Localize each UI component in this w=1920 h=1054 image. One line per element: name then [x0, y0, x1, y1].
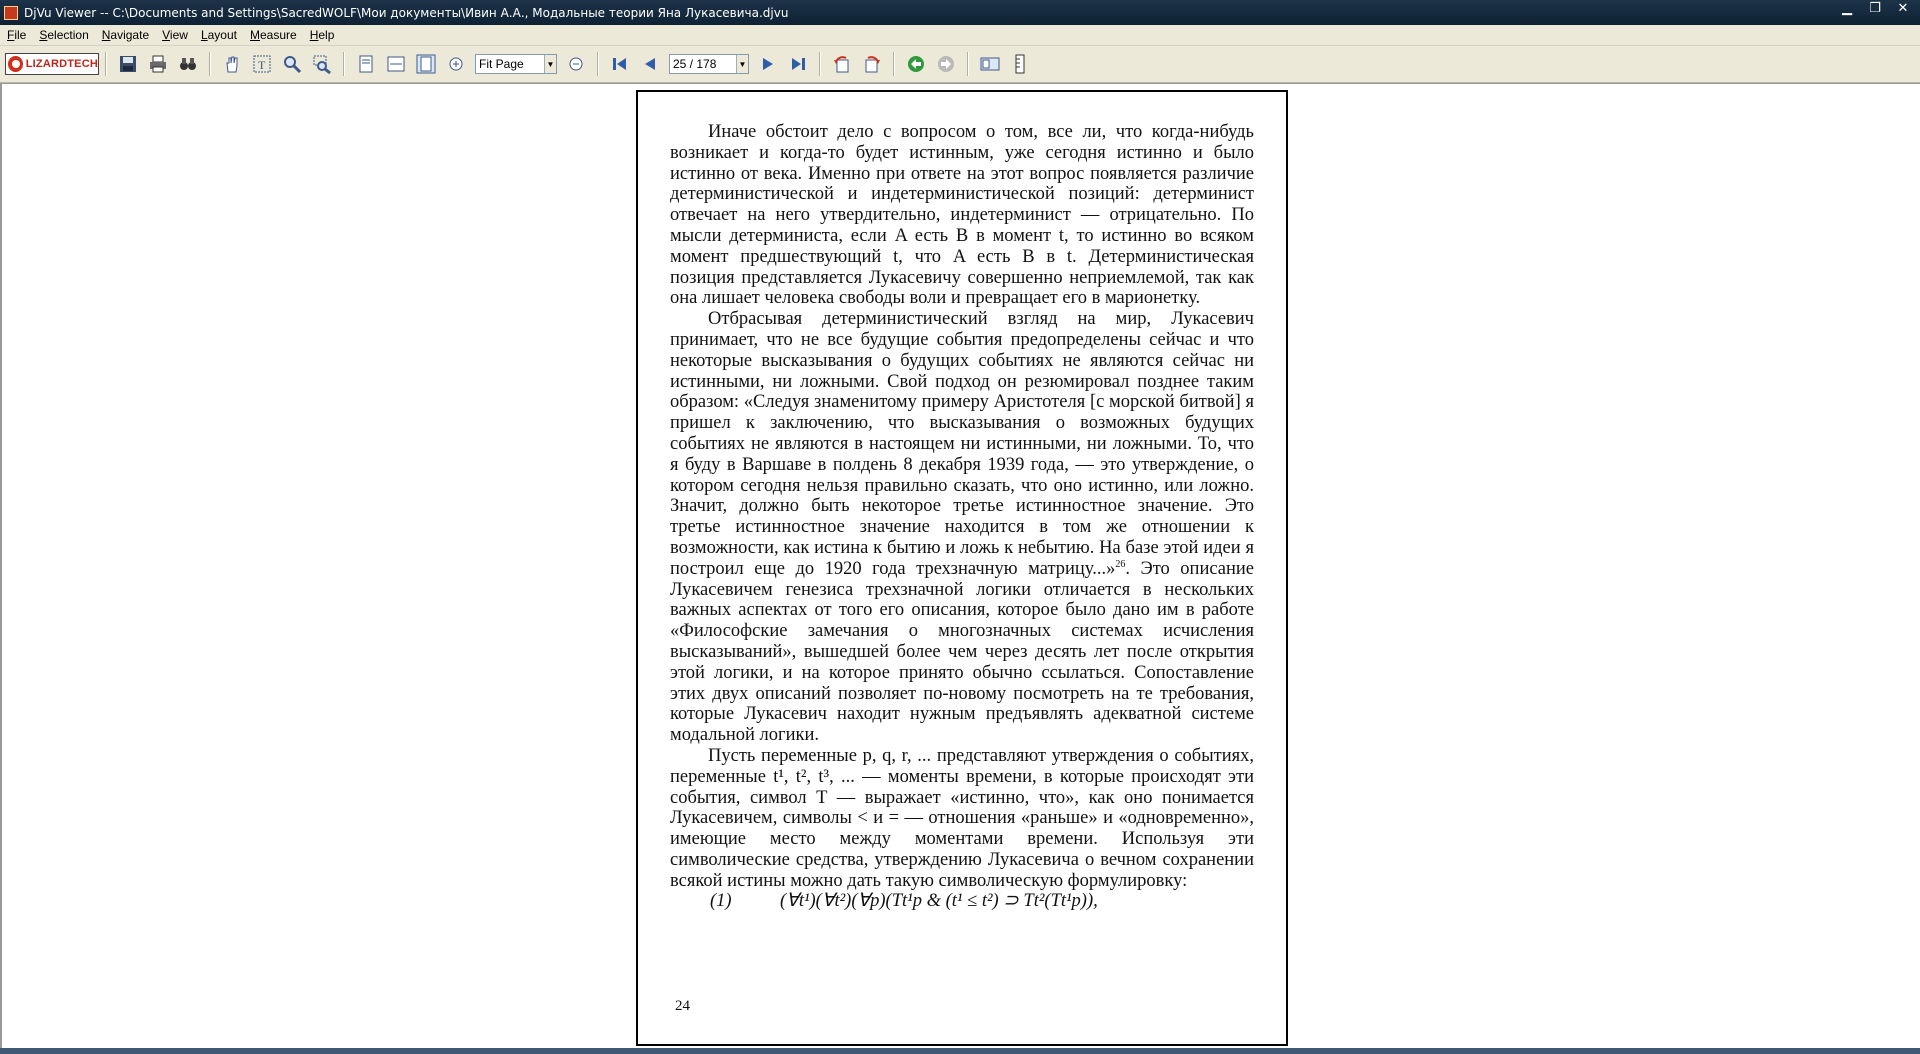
title-bar	[0, 0, 1920, 25]
save-button[interactable]	[116, 52, 140, 76]
binoculars-icon	[178, 54, 198, 74]
single-page-button[interactable]	[354, 52, 378, 76]
toolbar-separator	[597, 52, 599, 76]
hand-tool-button[interactable]	[220, 52, 244, 76]
text-select-icon	[252, 54, 272, 74]
toolbar-separator	[209, 52, 211, 76]
window-title: DjVu Viewer -- C:\Documents and Settings\SacredWOLF\Мои документы\Ивин А.А., Модальные теории Яна Лукасевича.djvu	[24, 5, 789, 20]
zoom-out-icon	[566, 54, 586, 74]
page-text	[670, 122, 1254, 912]
taskbar-strip	[0, 1048, 1920, 1054]
toolbar-separator	[967, 52, 969, 76]
text-select-button[interactable]	[250, 52, 274, 76]
chevron-down-icon[interactable]: ▼	[736, 55, 748, 73]
close-button[interactable]: ✕	[1897, 1, 1909, 16]
fit-page-button[interactable]	[414, 52, 438, 76]
back-button[interactable]	[904, 52, 928, 76]
zoom-select[interactable]	[475, 54, 557, 74]
paragraph-3: Пусть переменные p, q, r, ... представляют утверждения о событиях, переменные t¹, t², t³, ... — моменты времени, в которые происходят эти события, символ T — выражает «истинно, что», как оно понимается Лукасевичем, символы < и = — отношения «раньше» и «одновременно», имеющие место между моментами времени. Используя эти символические средства, утверждению Лукасевича о вечном сохранении всякой истины можно дать такую символическую формулировку:	[670, 745, 1254, 891]
toolbar-separator	[819, 52, 821, 76]
zoom-out-button[interactable]	[564, 52, 588, 76]
maximize-button[interactable]: ❐	[1869, 1, 1881, 16]
toolbar-separator	[105, 52, 107, 76]
toolbar	[0, 46, 1920, 83]
document-viewer[interactable]	[0, 83, 1920, 1048]
print-button[interactable]	[146, 52, 170, 76]
hand-icon	[222, 54, 242, 74]
lizardtech-mark-icon	[8, 56, 23, 72]
previous-page-icon	[640, 54, 660, 74]
back-arrow-icon	[906, 54, 926, 74]
svg-text:T: T	[258, 58, 266, 72]
menu-bar	[0, 25, 1920, 46]
window-controls	[1838, 2, 1912, 18]
footnote-reference[interactable]: 26	[1115, 558, 1126, 570]
thumbnails-button[interactable]	[978, 52, 1002, 76]
fit-page-icon	[416, 54, 436, 74]
last-page-icon	[788, 54, 808, 74]
menu-navigate[interactable]: Navigate	[101, 28, 150, 42]
paragraph-2: Отбрасывая детерминистический взгляд на мир, Лукасевич принимает, что не все будущие события предопределены сейчас и что некоторые высказывания о будущих событиях не являются сейчас ни истинными, ни ложными. Свой подход он резюмировал позднее таким образом: «Следуя знаменитому примеру Аристотеля [с морской битвой] я пришел к заключению, что высказывания о возможных будущих событиях не являются в настоящем ни истинными, ни ложными. То, что я буду в Варшаве в полдень 8 декабря 1939 года, — это утверждение, о котором сегодня нельзя правильно сказать, что оно истинно, или ложно. Значит, должно быть некоторое третье истинностное значение. Это третье истинностное значение находится в том же отношении к возможности, как истина к бытию и ложь к небытию. На базе этой идеи я построил еще до 1920 года трехзначную матрицу...»$^{26}$. Это описание Лукасевичем генезиса трехзначной логики отличается в нескольких важных аспектах от того его описания, которое было дано им в работе «Философские замечания о многозначных системах исчисления высказываний», вышедшей более чем через десять лет после открытия этой логики, и на которое принято обычно ссылаться. Сопоставление этих двух описаний позволяет по-новому посмотреть на те требования, которые Лукасевич находит нужным предъявлять адекватной системе модальной логики.	[670, 309, 1255, 746]
minimize-button[interactable]: ▁	[1842, 1, 1852, 16]
region-zoom-button[interactable]	[310, 52, 334, 76]
rotate-left-button[interactable]	[830, 52, 854, 76]
rotate-right-button[interactable]	[860, 52, 884, 76]
toolbar-separator	[343, 52, 345, 76]
zoom-in-icon	[446, 54, 466, 74]
zoom-in-button[interactable]	[444, 52, 468, 76]
formula: (∀t¹)(∀t²)(∀p)(Tt¹p & (t¹ ≤ t²) ⊃ Tt²(Tt¹p)),	[780, 891, 1098, 912]
fit-width-icon	[386, 54, 406, 74]
paragraph-1: Иначе обстоит дело с вопросом о том, все ли, что когда-нибудь возникает и когда-то будет истинным, уже сегодня истинно и было истинно от века. Именно при ответе на этот вопрос появляется различие детерминистической и индетерминистической позиций: детерминист отвечает на него утвердительно, индетерминист — отрицательно. По мысли детерминиста, если A есть B в момент t, то истинно во всяком момент предшествующий t, что A есть B в t. Детерминистическая позиция представляется Лукасевичу совершенно неприемлемой, так как она лишает человека свободы воли и превращает его в марионетку.	[670, 122, 1254, 309]
thumbnails-icon	[980, 54, 1000, 74]
fit-width-button[interactable]	[384, 52, 408, 76]
forward-button[interactable]	[934, 52, 958, 76]
next-page-icon	[758, 54, 778, 74]
first-page-button[interactable]	[608, 52, 632, 76]
printer-icon	[148, 54, 168, 74]
region-zoom-icon	[312, 54, 332, 74]
forward-arrow-icon	[936, 54, 956, 74]
last-page-button[interactable]	[786, 52, 810, 76]
measure-button[interactable]	[1008, 52, 1032, 76]
previous-page-button[interactable]	[638, 52, 662, 76]
next-page-button[interactable]	[756, 52, 780, 76]
chevron-down-icon[interactable]: ▼	[544, 55, 556, 73]
page-number: 24	[675, 998, 690, 1014]
toolbar-separator	[893, 52, 895, 76]
menu-measure[interactable]: Measure	[249, 28, 297, 42]
find-button[interactable]	[176, 52, 200, 76]
page-select[interactable]	[669, 54, 749, 74]
formula-number: (1)	[710, 891, 732, 912]
zoom-tool-button[interactable]	[280, 52, 304, 76]
menu-file[interactable]: File	[7, 28, 27, 42]
magnifier-icon	[282, 54, 302, 74]
first-page-icon	[610, 54, 630, 74]
menu-layout[interactable]: Layout	[200, 28, 237, 42]
document-page	[636, 90, 1288, 1046]
djvu-app-icon[interactable]	[4, 6, 18, 20]
floppy-disk-icon	[118, 54, 138, 74]
lizardtech-logo[interactable]: LIZARDTECH	[5, 53, 99, 75]
formula-line	[710, 891, 1254, 912]
zoom-input[interactable]	[476, 56, 544, 72]
ruler-icon	[1010, 54, 1030, 74]
menu-view[interactable]: View	[162, 28, 188, 42]
menu-selection[interactable]: Selection	[39, 28, 89, 42]
single-page-icon	[356, 54, 376, 74]
rotate-left-icon	[832, 54, 852, 74]
rotate-right-icon	[862, 54, 882, 74]
menu-help[interactable]: Help	[309, 28, 335, 42]
page-input[interactable]	[670, 56, 736, 72]
